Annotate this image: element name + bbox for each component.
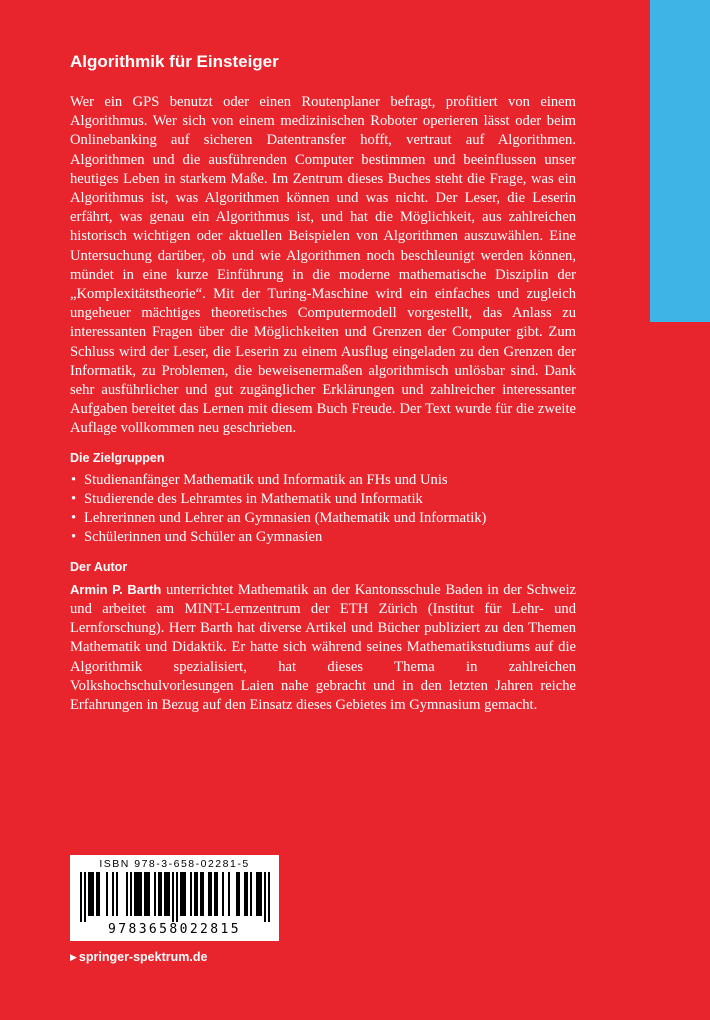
barcode-bar bbox=[182, 872, 184, 916]
barcode-bar bbox=[260, 872, 262, 916]
barcode-bar bbox=[258, 872, 260, 916]
barcode-bar bbox=[168, 872, 170, 916]
barcode-bar bbox=[166, 872, 168, 916]
isbn-barcode bbox=[70, 855, 279, 941]
author-bio-text: unterrichtet Mathematik an der Kantonsschule Baden in der Schweiz und arbeitet am MINT-Lernzentrum der ETH Zürich (Institut für Lehr- und Lernforschung). Herr Barth hat diverse Artikel und Bücher publiziert zu den Themen Mathematik und Didaktik. Er hatte sich während seines Mathematikstudiums auf die Algorithmik spezialisiert, hat dieses Thema in zahlreichen Volkshochschulvorlesungen Laien nahe gebracht und in den letzten Jahren reiche Erfahrungen in Bezug auf den Einsatz dieses Gebietes im Gymnasium gemacht. bbox=[70, 581, 576, 714]
barcode-bar bbox=[140, 872, 142, 916]
barcode-bars bbox=[80, 872, 270, 922]
target-groups-list bbox=[70, 471, 576, 548]
barcode-bar bbox=[90, 872, 92, 916]
barcode-bar bbox=[202, 872, 204, 916]
barcode-bar bbox=[176, 872, 178, 922]
barcode-bar bbox=[84, 872, 86, 922]
author-bio bbox=[70, 580, 576, 715]
barcode-bar bbox=[238, 872, 240, 916]
barcode-bar bbox=[130, 872, 132, 916]
barcode-digits: 9783658022815 bbox=[108, 922, 241, 937]
barcode-bar bbox=[172, 872, 174, 922]
barcode-bar bbox=[256, 872, 258, 916]
barcode-bar bbox=[164, 872, 166, 916]
list-item: • Schülerinnen und Schüler an Gymnasien bbox=[70, 528, 576, 547]
barcode-bar bbox=[236, 872, 238, 916]
barcode-bar bbox=[222, 872, 224, 916]
barcode-bar bbox=[116, 872, 118, 916]
barcode-bar bbox=[106, 872, 108, 916]
barcode-bar bbox=[96, 872, 98, 916]
barcode-bar bbox=[88, 872, 90, 916]
barcode-bar bbox=[136, 872, 138, 916]
website-label: springer-spektrum.de bbox=[78, 950, 208, 964]
barcode-bar bbox=[98, 872, 100, 916]
author-heading: Der Autor bbox=[70, 559, 128, 574]
barcode-bar bbox=[126, 872, 128, 916]
barcode-bar bbox=[214, 872, 216, 916]
barcode-bar bbox=[200, 872, 202, 916]
author-name: Armin P. Barth bbox=[70, 581, 162, 597]
barcode-bar bbox=[208, 872, 210, 916]
target-groups-heading: Die Zielgruppen bbox=[70, 450, 165, 465]
barcode-bar bbox=[92, 872, 94, 916]
list-item: • Studierende des Lehramtes in Mathematik und Informatik bbox=[70, 490, 576, 509]
barcode-bar bbox=[250, 872, 252, 916]
barcode-bar bbox=[146, 872, 148, 916]
barcode-bar bbox=[138, 872, 140, 916]
barcode-bar bbox=[264, 872, 266, 922]
barcode-bar bbox=[180, 872, 182, 916]
list-item: • Studienanfänger Mathematik und Informatik an FHs und Unis bbox=[70, 471, 576, 490]
barcode-bar bbox=[216, 872, 218, 916]
publisher-website[interactable] bbox=[70, 950, 207, 964]
barcode-bar bbox=[244, 872, 246, 916]
barcode-bar bbox=[196, 872, 198, 916]
barcode-bar bbox=[184, 872, 186, 916]
barcode-bar bbox=[210, 872, 212, 916]
barcode-bar bbox=[246, 872, 248, 916]
barcode-bar bbox=[112, 872, 114, 916]
back-cover-content bbox=[70, 93, 576, 715]
barcode-bar bbox=[144, 872, 146, 916]
barcode-bar bbox=[134, 872, 136, 916]
barcode-bar bbox=[228, 872, 230, 916]
book-title: Algorithmik für Einsteiger bbox=[70, 52, 279, 71]
arrow-right-icon: ▶ bbox=[70, 952, 77, 962]
barcode-bar bbox=[148, 872, 150, 916]
barcode-bar bbox=[154, 872, 156, 916]
isbn-text: ISBN 978-3-658-02281-5 bbox=[99, 858, 250, 870]
book-blurb: Wer ein GPS benutzt oder einen Routenplaner befragt, profitiert von einem Algorithmus. Wer sich von einem medizinischen Roboter operieren lässt oder beim Onlinebanking auf sicheren Datentransfer hofft, vertraut auf Algorithmen. Algorithmen und die ausführenden Computer bestimmen und beeinflussen unser heutiges Leben in starkem Maße. Im Zentrum dieses Buches steht die Frage, was ein Algorithmus ist, was Algorithmen können und was nicht. Der Leser, die Leserin erfährt, was genau ein Algorithmus ist, und hat die Möglichkeit, aus zahlreichen historisch wichtigen oder aktuellen Beispielen von Algorithmen auszuwählen. Eine Untersuchung darüber, ob und wie Algorithmen noch beschleunigt werden können, mündet in eine kurze Einführung in die moderne mathematische Disziplin der „Komplexitätstheorie“. Mit der Turing-Maschine wird ein einfaches und zugleich ungeheuer mächtiges theoretisches Computermodell vorgestellt, das Anlass zu interessanten Fragen über die Möglichkeiten und Grenzen der Computer gibt. Zum Schluss wird der Leser, die Leserin zu einem Ausflug eingeladen zu den Grenzen der Informatik, zu Problemen, die beweisenermaßen algorithmisch unlösbar sind. Dank sehr ausführlicher und gut zugänglicher Erklärungen und zahlreicher interessanter Aufgaben bereitet das Lernen mit diesem Buch Freude. Der Text wurde für die zweite Auflage vollkommen neu geschrieben. bbox=[70, 94, 576, 437]
list-item: • Lehrerinnen und Lehrer an Gymnasien (Mathematik und Informatik) bbox=[70, 509, 576, 528]
barcode-bar bbox=[268, 872, 270, 922]
accent-strip bbox=[650, 0, 710, 322]
barcode-bar bbox=[158, 872, 160, 916]
barcode-bar bbox=[80, 872, 82, 922]
barcode-bar bbox=[194, 872, 196, 916]
barcode-bar bbox=[190, 872, 192, 916]
barcode-bar bbox=[160, 872, 162, 916]
